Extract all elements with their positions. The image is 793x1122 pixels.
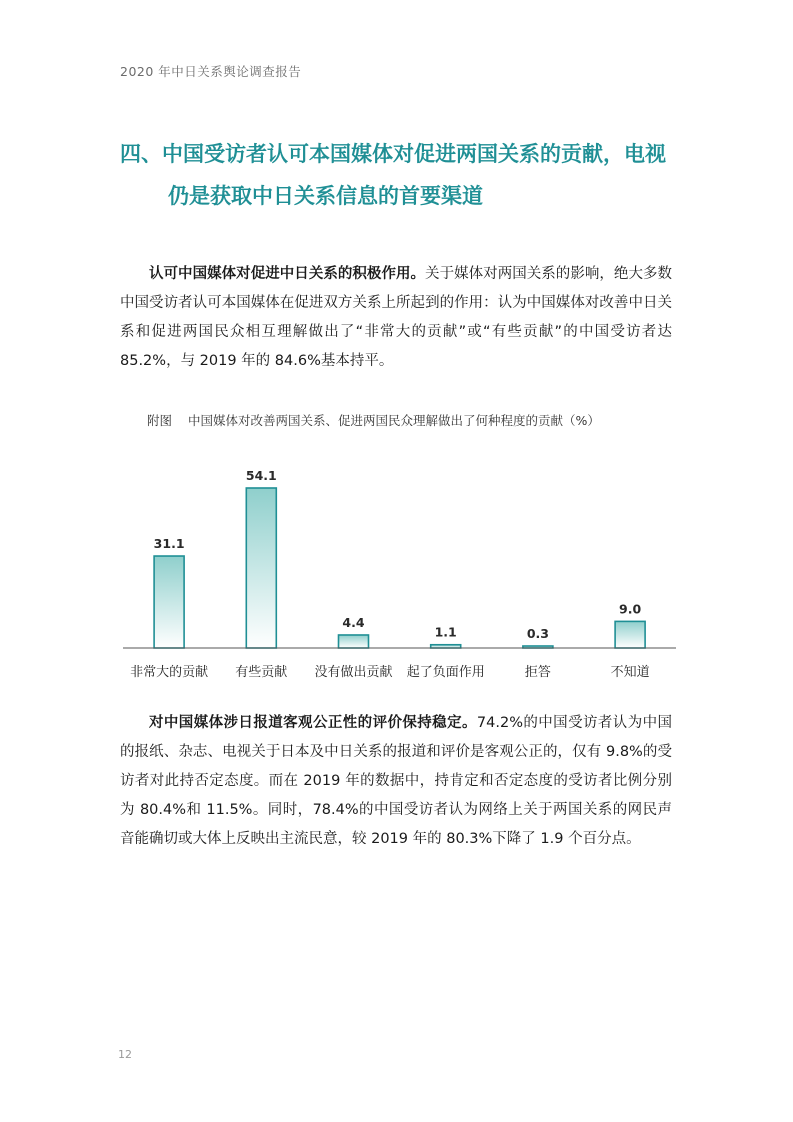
- paragraph-body: 74.2%的中国受访者认为中国的报纸、杂志、电视关于日本及中日关系的报道和评价是客观公正的，仅有 9.8%的受访者对此持否定态度。而在 2019 年的数据中，持肯定和否定态度的受访者比例分别为 80.4%和 11.5%。同时，78.4%的中国受访者认为网络上关于两国关系的网民声音能确切或大体上反映出主流民意，较 2019 年的 80.3%下降了 1.9 个百分点。: [120, 715, 673, 847]
- category-label-0: 非常大的贡献: [130, 665, 209, 680]
- paragraph-media-contribution: [120, 260, 672, 376]
- paragraph-body: 关于媒体对两国关系的影响，绝大多数中国受访者认可本国媒体在促进双方关系上所起到的作用：认为中国媒体对改善中日关系和促进两国民众相互理解做出了“非常大的贡献”或“有些贡献”的中国受访者达 85.2%，与 2019 年的 84.6%基本持平。: [120, 266, 673, 369]
- figure-caption: [147, 411, 600, 429]
- bar-1: [246, 488, 276, 648]
- bar-value-label-2: 4.4: [342, 614, 365, 630]
- category-label-2: 没有做出贡献: [314, 665, 393, 680]
- paragraph-lead: 认可中国媒体对促进中日关系的积极作用。: [149, 266, 426, 282]
- figure-label: 附图: [147, 413, 173, 428]
- bar-value-label-5: 9.0: [619, 601, 642, 617]
- bar-5: [615, 621, 645, 648]
- bar-value-label-1: 54.1: [245, 468, 277, 483]
- paragraph-lead: 对中国媒体涉日报道客观公正性的评价保持稳定。: [149, 715, 477, 731]
- section-title-line-1: 四、中国受访者认可本国媒体对促进两国关系的贡献，电视: [120, 142, 666, 166]
- paragraph-media-objectivity: [120, 709, 672, 854]
- bar-0: [154, 556, 184, 648]
- section-title-line-2: 仍是获取中日关系信息的首要渠道: [168, 184, 483, 208]
- page-number: 12: [118, 1048, 132, 1061]
- bar-value-label-0: 31.1: [153, 536, 185, 552]
- category-label-4: 拒答: [524, 665, 551, 680]
- bar-value-label-3: 1.1: [434, 624, 457, 640]
- category-label-3: 起了负面作用: [406, 665, 485, 680]
- category-label-5: 不知道: [610, 665, 650, 680]
- category-label-1: 有些贡献: [235, 665, 288, 680]
- bar-chart: [0, 440, 793, 700]
- figure-caption-text: 中国媒体对改善两国关系、促进两国民众理解做出了何种程度的贡献（%）: [188, 413, 600, 428]
- section-title: [120, 133, 680, 217]
- running-header: 2020 年中日关系舆论调查报告: [120, 64, 302, 79]
- bar-value-label-4: 0.3: [526, 626, 549, 641]
- bar-2: [339, 635, 369, 648]
